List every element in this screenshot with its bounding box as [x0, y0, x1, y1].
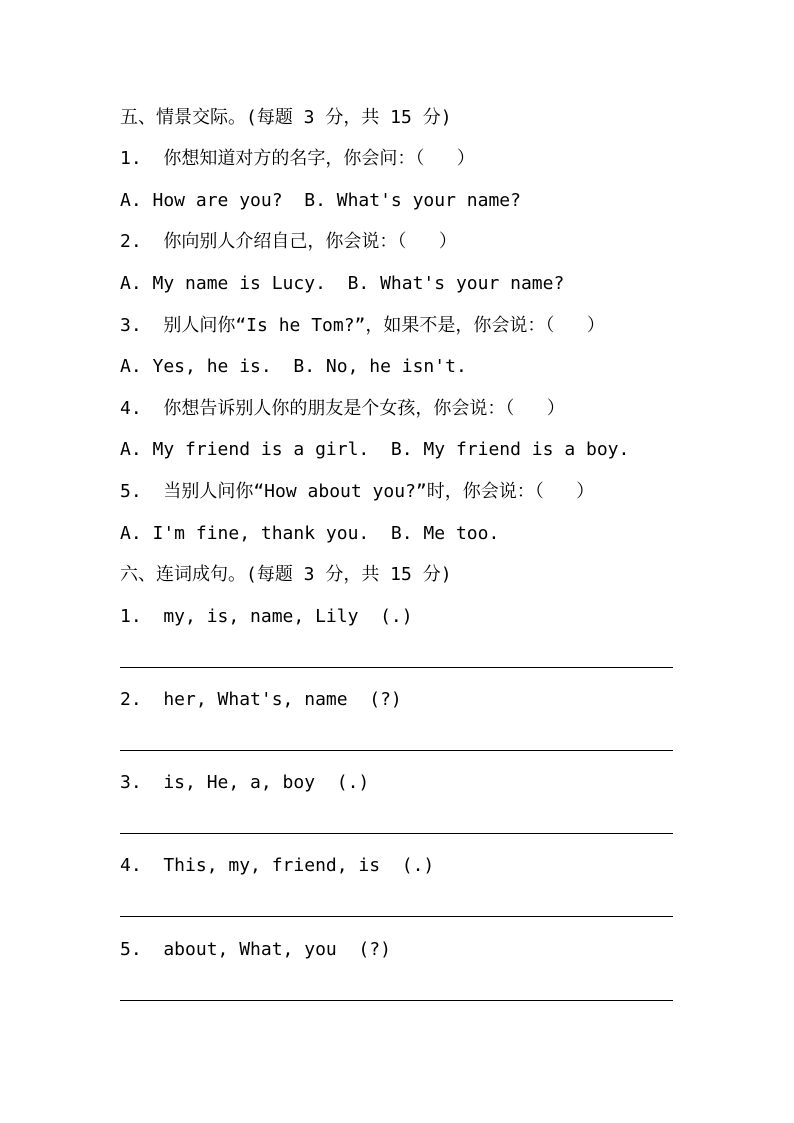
answer-line-5[interactable]: [120, 1000, 673, 1001]
sentence-item-1: 1. my, is, name, Lily (.): [120, 606, 413, 627]
sentence-item-5: 5. about, What, you (?): [120, 939, 391, 960]
question-2-prompt: 2. 你向别人介绍自己，你会说：（ ）: [120, 231, 457, 252]
question-3-prompt: 3. 别人问你“Is he Tom?”，如果不是，你会说：（ ）: [120, 315, 605, 336]
question-1-prompt: 1. 你想知道对方的名字，你会问：（ ）: [120, 148, 475, 169]
question-4-options: A. My friend is a girl. B. My friend is a boy.: [120, 439, 630, 460]
question-5-options: A. I'm fine, thank you. B. Me too.: [120, 523, 500, 544]
sentence-item-2: 2. her, What's, name (?): [120, 689, 402, 710]
question-4-prompt: 4. 你想告诉别人你的朋友是个女孩，你会说：（ ）: [120, 398, 565, 419]
sentence-item-3: 3. is, He, a, boy (.): [120, 772, 370, 793]
answer-line-1[interactable]: [120, 667, 673, 668]
answer-line-4[interactable]: [120, 916, 673, 917]
sentence-item-4: 4. This, my, friend, is (.): [120, 855, 435, 876]
question-3-options: A. Yes, he is. B. No, he isn't.: [120, 356, 467, 377]
question-5-prompt: 5. 当别人问你“How about you?”时，你会说：（ ）: [120, 481, 595, 502]
answer-line-2[interactable]: [120, 750, 673, 751]
question-2-options: A. My name is Lucy. B. What's your name?: [120, 273, 565, 294]
section-6-heading: 六、连词成句。(每题 3 分，共 15 分): [120, 564, 452, 585]
question-1-options: A. How are you? B. What's your name?: [120, 190, 521, 211]
answer-line-3[interactable]: [120, 833, 673, 834]
section-5-heading: 五、情景交际。(每题 3 分，共 15 分): [120, 107, 452, 128]
